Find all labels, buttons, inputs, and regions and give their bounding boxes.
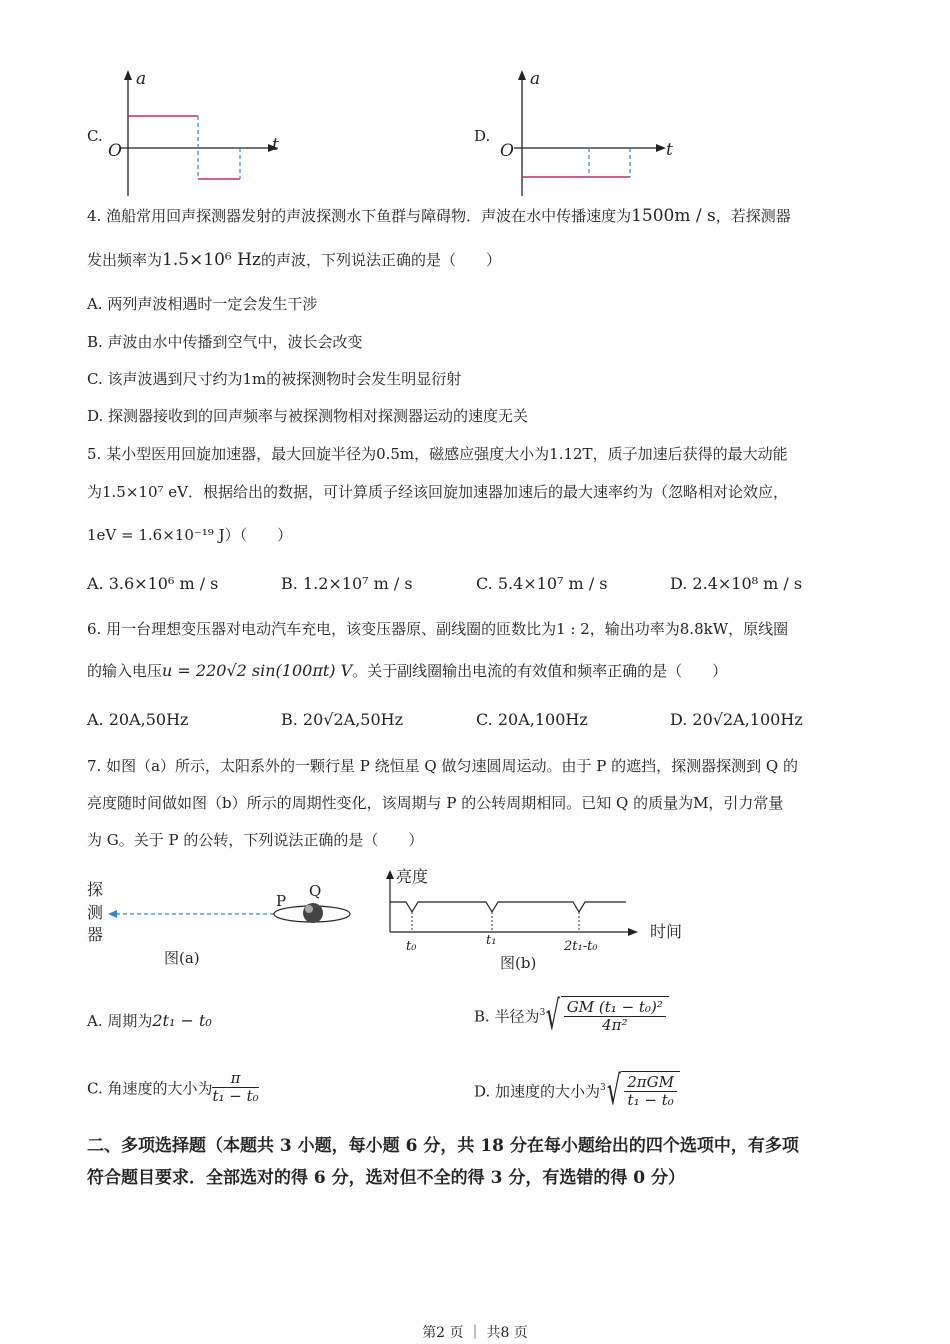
figure-b-tick-t2: 2t₁-t₀ — [564, 939, 598, 954]
q5-stem-line2: 为1.5×10⁷ eV．根据给出的数据，可计算质子经该回旋加速器加速后的最大速率约为（忽略相对论效应， — [87, 483, 789, 501]
figure-a-detector-2: 测 — [87, 903, 104, 922]
q4-stem-line2: 发出频率为1.5×10⁶ Hz的声波，下列说法正确的是（ ） — [87, 250, 501, 270]
q4-option-c[interactable]: C. 该声波遇到尺寸约为1m的被探测物时会发生明显衍射 — [87, 370, 462, 388]
q5-stem-line3: 1eV = 1.6×10⁻¹⁹ J）（ ） — [87, 526, 293, 544]
graph-d-x-label: t — [666, 140, 673, 160]
figure-a-detector-3: 器 — [87, 925, 104, 944]
q5-option-b[interactable]: B. 1.2×10⁷ m / s — [281, 574, 413, 593]
figure-a-caption: 图(a) — [164, 949, 200, 967]
q7-stem-line1: 7. 如图（a）所示，太阳系外的一颗行星 P 绕恒星 Q 做匀速圆周运动。由于 P 的遮挡，探测器探测到 Q 的 — [87, 757, 798, 775]
q7-option-d[interactable]: D. 加速度的大小为$^3$√ $\frac{\text{2πGM}}{\text{t₁ − t₀}}$ — [474, 1065, 680, 1117]
q6-stem-line1: 6. 用一台理想变压器对电动汽车充电，该变压器原、副线圈的匝数比为1 : 2，输出功率为8.8kW，原线圈 — [87, 620, 789, 638]
q6-option-d[interactable]: D. 20√2A,100Hz — [670, 710, 803, 729]
q6-option-c[interactable]: C. 20A,100Hz — [476, 710, 588, 729]
q7-stem-line2: 亮度随时间做如图（b）所示的周期性变化，该周期与 P 的公转周期相同。已知 Q 的质量为M，引力常量 — [87, 794, 784, 812]
radical-sign: √ — [606, 1068, 621, 1114]
q6-option-a[interactable]: A. 20A,50Hz — [87, 710, 189, 729]
section2-heading-line2: 符合题目要求．全部选对的得 6 分，选对但不全的得 3 分，有选错的得 0 分） — [87, 1168, 685, 1188]
graph-c-x-label: t — [272, 135, 279, 155]
q4-option-a[interactable]: A. 两列声波相遇时一定会发生干涉 — [87, 295, 318, 313]
q4-option-b[interactable]: B. 声波由水中传播到空气中，波长会改变 — [87, 333, 363, 351]
q4-option-d[interactable]: D. 探测器接收到的回声频率与被探测物相对探测器运动的速度无关 — [87, 407, 529, 425]
q7-option-b[interactable]: B. 半径为$^3$√ $\frac{\text{GM (t₁ − t₀)²}}{\text{4π²}}$ — [474, 990, 669, 1042]
q5-stem-line1: 5. 某小型医用回旋加速器，最大回旋半径为0.5m，磁感应强度大小为1.12T，质子加速后获得的最大动能 — [87, 445, 788, 463]
graph-c-y-label: a — [136, 69, 147, 89]
figure-a — [84, 868, 364, 974]
brightness-curve — [390, 902, 626, 912]
figure-b-caption: 图(b) — [500, 954, 537, 972]
q7-option-c[interactable]: C. 角速度的大小为 $\frac{\pi}{\text{t₁ − t₀}}$ — [87, 1069, 259, 1106]
figure-b-x-label: 时间 — [650, 922, 683, 941]
figure-b-tick-t0: t₀ — [406, 939, 417, 954]
q5-option-a[interactable]: A. 3.6×10⁶ m / s — [87, 574, 219, 593]
option-c-label: C. — [87, 127, 103, 145]
q7-option-a[interactable]: A. 周期为2t₁ − t₀ — [87, 1011, 212, 1030]
cube-root-index: 3 — [600, 1083, 606, 1093]
graph-d-origin: O — [500, 141, 514, 161]
q6-stem-line2: 的输入电压u = 220√2 sin(100πt) V。关于副线圈输出电流的有效值和频率正确的是（ ） — [87, 661, 728, 680]
option-d-label: D. — [474, 127, 491, 145]
graph-c — [100, 66, 290, 198]
figure-b-tick-t1: t₁ — [486, 933, 497, 948]
q5-option-d[interactable]: D. 2.4×10⁸ m / s — [670, 574, 803, 593]
q5-option-c[interactable]: C. 5.4×10⁷ m / s — [476, 574, 608, 593]
figure-a-label-q: Q — [309, 882, 322, 900]
graph-d — [494, 66, 684, 198]
graph-d-y-label: a — [530, 69, 541, 89]
q6-option-b[interactable]: B. 20√2A,50Hz — [281, 710, 404, 729]
cube-root-index: 3 — [539, 1008, 546, 1018]
radical-sign: √ — [546, 993, 561, 1039]
page-footer: 第2 页 ｜ 共8 页 — [422, 1325, 528, 1341]
figure-a-detector-1: 探 — [87, 880, 104, 899]
figure-a-label-p: P — [276, 892, 287, 910]
graph-c-origin: O — [108, 141, 122, 161]
star-q — [303, 903, 323, 923]
q7-stem-line3: 为 G。关于 P 的公转，下列说法正确的是（ ） — [87, 831, 424, 849]
figure-b — [380, 862, 700, 976]
section2-heading-line1: 二、多项选择题（本题共 3 小题，每小题 6 分，共 18 分在每小题给出的四个选项中，有多项 — [87, 1136, 799, 1156]
q4-stem-line1: 4. 渔船常用回声探测器发射的声波探测水下鱼群与障碍物．声波在水中传播速度为1500m / s，若探测器 — [87, 206, 791, 226]
figure-b-y-label: 亮度 — [396, 867, 429, 886]
